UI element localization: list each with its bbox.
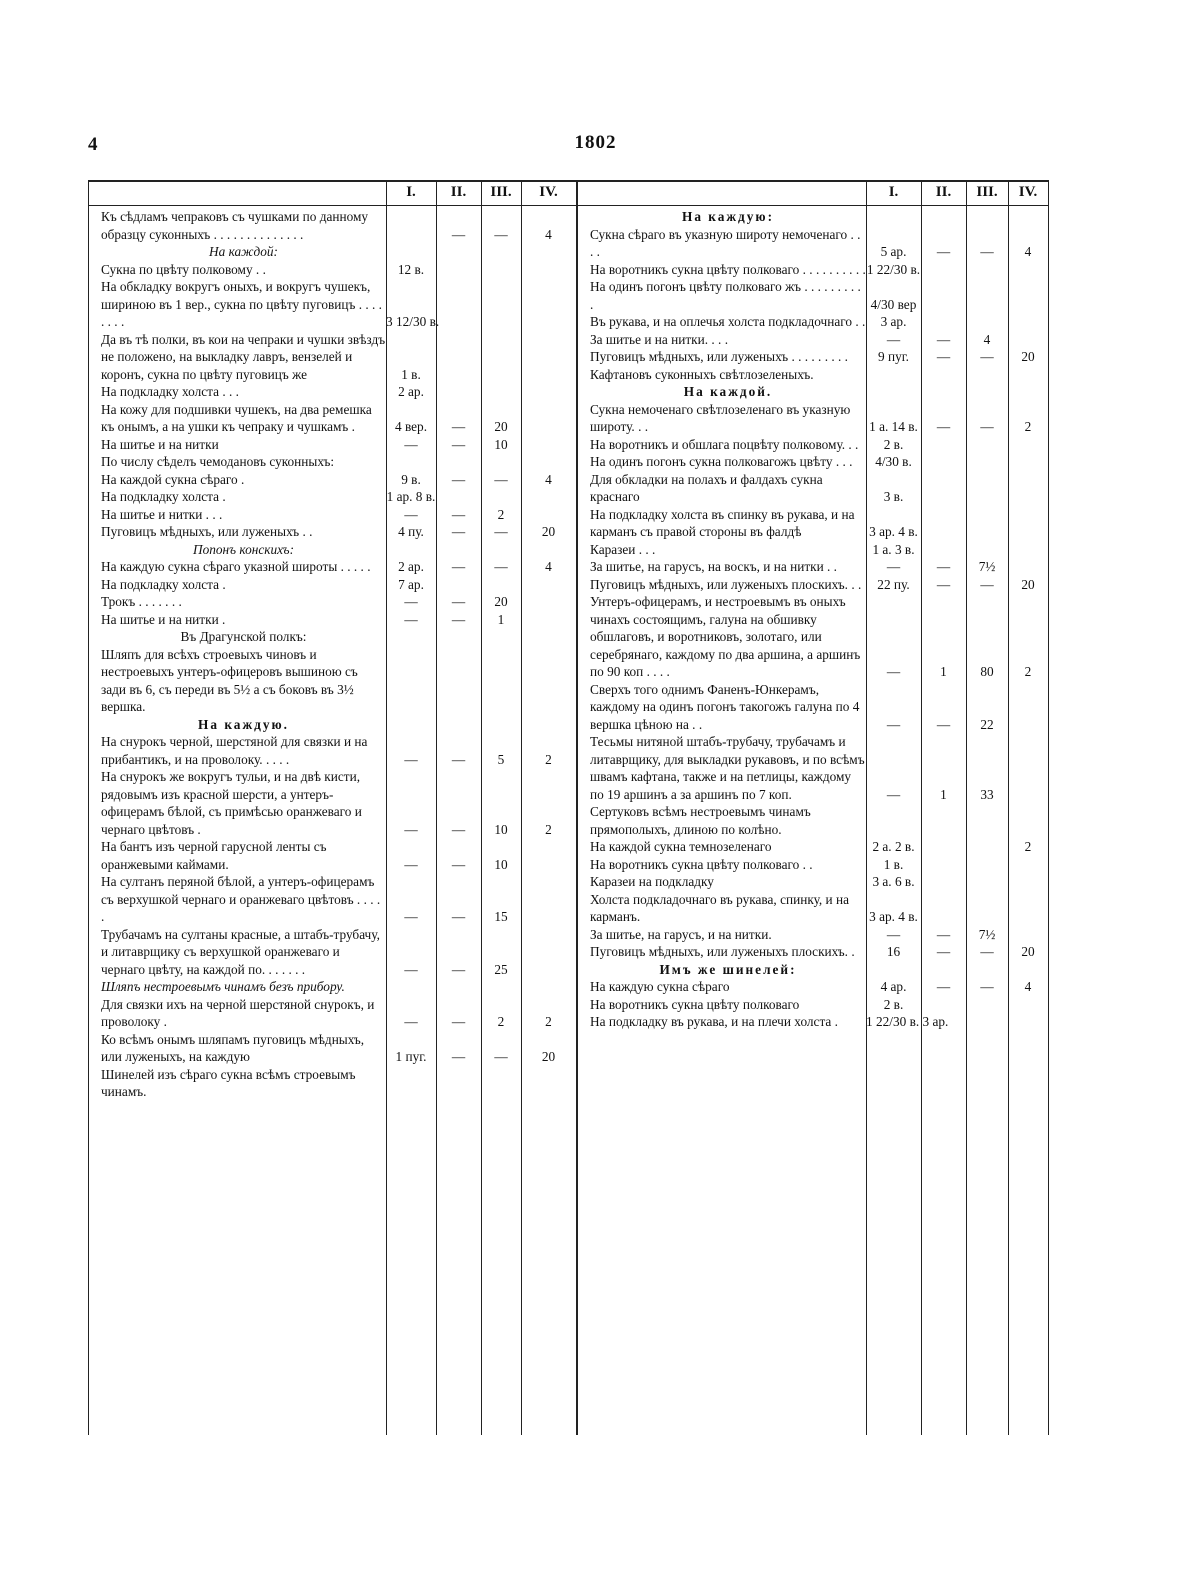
table-row [578, 926, 1048, 944]
table-row [89, 611, 576, 629]
row-description: Кафтановъ суконныхъ свѣтлозеленыхъ. [590, 366, 814, 382]
row-value-col-3: — [494, 559, 508, 574]
table-row [578, 261, 1048, 279]
row-value-col-1: — [886, 331, 901, 347]
row-value-col-2: — [936, 331, 951, 347]
row-value-col-1: 1 в. [883, 856, 904, 872]
row-value-col-2: — [451, 909, 466, 924]
row-value-col-1: — [404, 961, 418, 977]
row-value-col-1: 3 12/30 в. [386, 314, 440, 329]
column-header: II. [450, 184, 467, 200]
table-row [578, 331, 1048, 349]
row-description: На шитье и на нитки . [101, 611, 226, 627]
row-value-col-1: — [886, 786, 901, 802]
row-value-col-1: — [404, 1014, 418, 1029]
table-row [578, 838, 1048, 856]
row-value-col-2: — [451, 751, 466, 767]
row-value-col-1: 16 [886, 944, 901, 959]
row-value-col-4: 2 [545, 1014, 552, 1029]
row-value-col-2: — [451, 471, 466, 487]
table-row [89, 733, 576, 768]
table-row [89, 208, 576, 243]
column-rule [866, 180, 867, 1435]
row-value-col-2: — [936, 576, 951, 592]
table-row [578, 961, 1048, 979]
row-value-col-2: — [451, 594, 466, 609]
table-row [89, 383, 576, 401]
row-value-col-4: 4 [545, 471, 552, 487]
row-value-col-1: 22 пу. [877, 576, 910, 592]
table-row [578, 401, 1048, 436]
left-table-body [89, 208, 576, 1101]
row-description: Пуговицъ мѣдныхъ, или луженыхъ плоскихъ. . [590, 944, 855, 959]
row-description: Каразеи на подкладку [590, 874, 714, 889]
row-value-col-3: 10 [494, 856, 508, 872]
row-value-col-1: 1 а. 14 в. [869, 419, 918, 434]
table-row [89, 716, 576, 734]
row-value-col-3: — [980, 244, 994, 259]
row-value-col-1: 4/30 вер [870, 296, 917, 312]
row-description: Попонъ конскихъ: [193, 541, 294, 557]
column-rule [921, 180, 922, 1435]
row-value-col-3: 80 [980, 664, 994, 679]
row-value-col-3: 20 [494, 419, 508, 434]
row-value-col-3: — [494, 471, 508, 487]
row-description: За шитье и на нитки. . . . [590, 331, 729, 347]
row-description: На воротникъ сукна цвѣту полковаго . . [590, 856, 813, 872]
row-value-col-3: — [980, 576, 994, 592]
row-value-col-2: — [451, 611, 466, 627]
table-row [578, 278, 1048, 313]
column-rule [481, 180, 482, 1435]
row-description: Пуговицъ мѣдныхъ, или луженыхъ . . . . . . . . . [590, 349, 848, 364]
row-value-col-4: 20 [1021, 944, 1035, 959]
row-value-col-1: 2 в. [883, 996, 904, 1012]
row-value-col-2: — [451, 961, 466, 977]
row-description: На подкладку холста . [101, 576, 226, 592]
row-description: По числу сѣделъ чемодановъ суконныхъ: [101, 454, 335, 469]
row-description: Шляпъ нестроевымъ чинамъ безъ прибору. [101, 979, 345, 994]
row-description: На каждой. [683, 384, 773, 399]
row-description: Сертуковъ всѣмъ нестроевымъ чинамъ прямополыхъ, длиною по колѣно. [590, 804, 811, 837]
row-value-col-3: 2 [497, 506, 505, 522]
row-description: Да въ тѣ полки, въ кои на чепраки и чушки звѣздъ не положено, на выкладку лавръ, вензелей и коронъ, сукна по цвѣту пуговицъ же [101, 331, 386, 382]
row-description: Въ рукава, и на оплечья холста подкладочнаго . . [590, 314, 866, 329]
row-value-col-2: — [451, 1049, 466, 1064]
table-row [89, 506, 576, 524]
row-value-col-1: 5 ар. [880, 244, 907, 259]
row-description: Унтеръ-офицерамъ, и нестроевымъ въ оныхъ чинахъ состоящимъ, галуна на обшивку обшлаговъ, и воротниковъ, золотаго, или серебрянаго, каждому по два аршина, а аршинъ по 90 коп . . . . [590, 594, 861, 679]
row-description: На подкладку холста . [101, 489, 226, 504]
table-row [89, 838, 576, 873]
row-description: На шитье и нитки . . . [101, 506, 223, 522]
row-value-col-3: 2 [497, 1014, 505, 1029]
column-rule [966, 180, 967, 1435]
row-value-col-1: — [404, 594, 418, 609]
row-description: Для обкладки на полахъ и фалдахъ сукна краснаго [590, 471, 823, 504]
row-value-col-4: 4 [1024, 244, 1032, 259]
row-description: Пуговицъ мѣдныхъ, или луженыхъ . . [101, 524, 313, 539]
row-description: На снурокъ же вокругъ тульи, и на двѣ кисти, рядовымъ изъ красной шерсти, а унтеръ-офицерамъ бѣлой, съ примѣсью оранжеваго и чернаго цвѣтовъ . [101, 769, 362, 837]
table-row [578, 383, 1048, 401]
row-value-col-2: — [936, 979, 951, 994]
column-rule [386, 180, 387, 1435]
row-value-col-2: — [451, 226, 466, 242]
right-table-header [578, 180, 1048, 206]
row-value-col-2: — [451, 524, 466, 539]
table-row [89, 541, 576, 559]
column-header: III. [490, 184, 512, 200]
table-row [89, 331, 576, 384]
table-row [89, 996, 576, 1031]
row-value-col-3: — [494, 1049, 508, 1064]
column-header: I. [888, 184, 899, 200]
row-value-col-3: — [494, 524, 508, 539]
table-row [89, 593, 576, 611]
row-description: На каждой сукна сѣраго . [101, 471, 245, 487]
row-value-col-2: — [451, 856, 466, 872]
row-value-col-1: 4 ар. [880, 979, 907, 994]
row-description: Шляпъ для всѣхъ строевыхъ чиновъ и нестроевыхъ унтеръ-офицеровъ вышиною съ зади въ 6, съ переди въ 5½ а съ боковъ въ 3½ вершка. [101, 646, 358, 714]
row-value-col-4: 4 [545, 226, 552, 242]
row-value-col-3: 4 [983, 331, 991, 347]
row-description: Сукна немоченаго свѣтлозеленаго въ указную широту. . . [590, 401, 851, 434]
row-value-col-2: — [936, 244, 951, 259]
column-header: III. [976, 184, 998, 200]
table-row [89, 243, 576, 261]
row-value-col-4: 4 [545, 559, 552, 574]
row-value-col-1: 3 в. [883, 489, 904, 504]
row-description: На каждой: [209, 244, 278, 259]
row-value-col-3: — [980, 944, 994, 959]
row-description: Тесьмы нитяной штабъ-трубачу, трубачамъ и литаврщику, для выкладки рукавовъ, и по всѣмъ швамъ кафтана, также и на петлицы, каждому по 19 аршинъ а за аршинъ по 7 коп. [590, 734, 865, 802]
table-row [89, 628, 576, 646]
table-row [578, 541, 1048, 559]
table-row [89, 488, 576, 506]
row-value-col-1: — [886, 716, 901, 732]
row-description: На одинъ погонъ сукна полковагожъ цвѣту . . . [590, 454, 853, 469]
row-value-col-1: 2 а. 2 в. [872, 839, 915, 854]
row-description: Холста подкладочнаго въ рукава, спинку, и на карманъ. [590, 891, 850, 924]
row-value-col-3: 10 [494, 821, 508, 837]
row-value-col-1: 1 а. 3 в. [872, 541, 915, 557]
row-value-col-1: 7 ар. [398, 576, 424, 592]
row-value-col-1: 1 22/30 в. 3 ар. [866, 1014, 949, 1029]
right-table [576, 180, 1049, 1435]
row-value-col-2: — [936, 926, 951, 942]
row-value-col-1: — [886, 926, 901, 942]
row-value-col-2: — [451, 821, 466, 837]
table-row [578, 313, 1048, 331]
row-value-col-1: — [404, 909, 418, 924]
row-description: На воротникъ сукна цвѣту полковаго [590, 996, 800, 1012]
row-value-col-1: — [886, 559, 901, 574]
table-row [578, 943, 1048, 961]
row-description: На обкладку вокругъ оныхъ, и вокругъ чушекъ, шириною въ 1 вер., сукна по цвѣту пуговицъ . . . . . . . . [101, 279, 382, 329]
row-value-col-1: — [404, 506, 418, 522]
table-row [89, 1031, 576, 1066]
table-row [578, 558, 1048, 576]
row-value-col-3: 7½ [978, 926, 996, 942]
row-value-col-2: — [451, 559, 466, 574]
right-table-body [578, 208, 1048, 1031]
table-row [578, 873, 1048, 891]
row-description: На подкладку холста . . . [101, 384, 239, 399]
row-value-col-3: 10 [494, 436, 508, 452]
row-value-col-3: — [980, 349, 994, 364]
row-description: Пуговицъ мѣдныхъ, или луженыхъ плоскихъ. . . [590, 576, 862, 592]
table-row [578, 891, 1048, 926]
row-value-col-1: 9 пуг. [877, 349, 909, 364]
table-row [89, 278, 576, 331]
row-description: Трубачамъ на султаны красные, а штабъ-трубачу, и литаврщику съ верхушкой оранжеваго и чернаго цвѣту, на каждой по. . . . . . . [101, 926, 380, 977]
row-description: Каразеи . . . [590, 541, 656, 557]
row-value-col-4: 2 [1024, 839, 1032, 854]
row-value-col-1: 3 а. 6 в. [872, 874, 915, 889]
row-description: На каждую сукна сѣраго [590, 979, 730, 994]
row-value-col-4: 2 [1024, 664, 1032, 679]
row-value-col-2: — [451, 419, 466, 434]
table-row [578, 803, 1048, 838]
left-table [88, 180, 576, 1435]
row-value-col-2: 1 [940, 786, 947, 802]
row-value-col-1: 1 пуг. [395, 1049, 427, 1064]
table-row [89, 436, 576, 454]
row-description: На воротникъ сукна цвѣту полковаго . . . . . . . . . . [590, 261, 866, 277]
row-value-col-4: 20 [1021, 349, 1035, 364]
row-value-col-1: — [404, 821, 418, 837]
table-row [578, 681, 1048, 734]
row-value-col-3: — [980, 979, 994, 994]
column-rule [436, 180, 437, 1435]
row-value-col-2: — [936, 349, 951, 364]
row-value-col-1: 1 в. [401, 366, 421, 382]
row-value-col-3: 20 [494, 594, 508, 609]
row-description: На снурокъ черной, шерстяной для связки и на прибантикъ, и на проволоку. . . . . [101, 734, 368, 767]
row-value-col-1: 3 ар. [880, 314, 907, 329]
column-header: II. [935, 184, 952, 200]
table-row [89, 558, 576, 576]
row-value-col-1: 1 ар. 8 в. [386, 489, 436, 504]
table-row [578, 1013, 1048, 1031]
row-value-col-1: 9 в. [401, 471, 421, 487]
row-description: Трокъ . . . . . . . [101, 594, 182, 609]
table-row [89, 873, 576, 926]
row-description: На султанъ перяной бѣлой, а унтеръ-офицерамъ съ верхушкой чернаго и оранжеваго цвѣтовъ . . . . . [101, 874, 381, 924]
row-value-col-1: 2 ар. [398, 559, 424, 574]
row-value-col-1: 3 ар. 4 в. [869, 909, 918, 924]
row-value-col-1: 2 в. [883, 436, 904, 452]
row-value-col-2: — [451, 1014, 466, 1029]
row-value-col-1: 4/30 в. [875, 454, 912, 469]
row-value-col-2: — [451, 436, 466, 452]
row-description: Сукна сѣраго въ указную широту немоченаго . . . . [590, 226, 861, 259]
row-description: Сверхъ того однимъ Фаненъ-Юнкерамъ, каждому на одинъ погонъ такогожъ галуна по 4 вершка цѣною на . . [590, 681, 860, 732]
column-header: IV. [539, 184, 558, 200]
row-description: На шитье и на нитки [101, 436, 219, 452]
row-description: На подкладку въ рукава, и на плечи холста . [590, 1014, 838, 1029]
row-value-col-4: 20 [1021, 576, 1035, 592]
column-header: I. [406, 184, 416, 200]
page-number: 4 [88, 134, 98, 155]
row-value-col-1: 12 в. [397, 261, 425, 277]
table-row [89, 768, 576, 838]
row-value-col-3: 1 [497, 611, 505, 627]
column-rule [521, 180, 522, 1435]
row-value-col-1: 4 пу. [398, 524, 424, 539]
row-description: За шитье, на гарусъ, на воскъ, и на нитки . . [590, 559, 838, 574]
row-value-col-2: — [936, 716, 951, 732]
row-value-col-3: 22 [980, 716, 994, 732]
row-value-col-1: — [886, 664, 901, 679]
row-value-col-2: — [936, 944, 951, 959]
table-row [578, 996, 1048, 1014]
row-value-col-4: 4 [1024, 979, 1032, 994]
row-value-col-1: — [404, 436, 418, 452]
row-value-col-2: — [451, 506, 466, 522]
row-description: На одинъ погонъ цвѣту полковаго жъ . . . . . . . . . . [590, 279, 861, 312]
row-description: На каждую сукна сѣраго указной широты . . . . . [101, 559, 371, 574]
row-description: На воротникъ и обшлага поцвѣту полковому. . . [590, 436, 859, 452]
table-row [578, 593, 1048, 681]
row-value-col-3: 5 [497, 751, 505, 767]
table-row [578, 366, 1048, 384]
row-description: За шитье, на гарусъ, и на нитки. [590, 926, 772, 942]
row-value-col-3: 25 [494, 961, 508, 977]
table-row [578, 436, 1048, 454]
table-row [578, 978, 1048, 996]
table-row [89, 978, 576, 996]
row-value-col-1: — [404, 751, 418, 767]
row-value-col-4: 2 [545, 751, 552, 767]
table-row [578, 576, 1048, 594]
table-row [578, 226, 1048, 261]
row-value-col-4: 20 [541, 1049, 556, 1064]
row-value-col-1: 1 22/30 в. [866, 261, 921, 277]
row-description: Для связки ихъ на черной шерстяной снурокъ, и проволоку . [101, 996, 375, 1029]
row-value-col-1: — [404, 856, 418, 872]
row-value-col-3: 7½ [978, 559, 996, 574]
row-description: На подкладку холста въ спинку въ рукава, и на карманъ съ правой стороны въ фалдѣ [590, 506, 855, 539]
row-description: Къ сѣдламъ чепраковъ съ чушками по данному образцу суконныхъ . . . . . . . . . . . . . . [101, 209, 369, 242]
table-row [578, 506, 1048, 541]
table-row [89, 926, 576, 979]
row-value-col-2: — [936, 419, 951, 434]
row-description: На каждой сукна темнозеленаго [590, 839, 772, 854]
table-row [89, 401, 576, 436]
row-description: На бантъ изъ черной гарусной ленты съ оранжевыми каймами. [101, 839, 327, 872]
row-value-col-1: 3 ар. 4 в. [869, 524, 918, 539]
table-row [89, 523, 576, 541]
row-value-col-3: — [494, 226, 508, 242]
table-row [578, 453, 1048, 471]
row-value-col-4: 2 [1024, 419, 1032, 434]
row-description: Имъ же шинелей: [659, 961, 797, 977]
row-description: Ко всѣмъ онымъ шляпамъ пуговицъ мѣдныхъ, или луженыхъ, на каждую [101, 1031, 365, 1064]
row-value-col-1: 4 вер. [394, 419, 428, 434]
row-description: Шинелей изъ сѣраго сукна всѣмъ строевымъ чинамъ. [101, 1066, 356, 1099]
table-row [89, 471, 576, 489]
row-value-col-3: 33 [980, 786, 994, 802]
table-row [89, 453, 576, 471]
table-row [578, 348, 1048, 366]
table-row [89, 261, 576, 279]
row-description: На кожу для подшивки чушекъ, на два ремешка къ онымъ, а на ушки къ чепраку и чушкамъ . [101, 401, 372, 434]
row-description: Въ Драгунской полкъ: [180, 629, 307, 644]
row-value-col-3: 15 [494, 909, 508, 924]
row-value-col-1: — [404, 611, 418, 627]
row-value-col-4: 20 [541, 524, 556, 539]
table-row [89, 576, 576, 594]
left-table-header [89, 180, 576, 206]
row-value-col-4: 2 [545, 821, 552, 837]
row-description: На каждую: [681, 209, 775, 224]
table-row [578, 208, 1048, 226]
table-row [89, 646, 576, 716]
column-header: IV. [1018, 184, 1038, 200]
row-value-col-2: 1 [940, 664, 947, 679]
table-row [578, 471, 1048, 506]
row-value-col-1: 2 ар. [398, 384, 424, 399]
row-description: Сукна по цвѣту полковому . . [101, 261, 266, 277]
row-description: На каждую. [198, 716, 289, 732]
row-value-col-3: — [980, 419, 994, 434]
table-row [578, 733, 1048, 803]
page-year: 1802 [574, 132, 617, 153]
row-value-col-2: — [936, 559, 951, 574]
table-row [578, 856, 1048, 874]
table-row [89, 1066, 576, 1101]
column-rule [1008, 180, 1009, 1435]
